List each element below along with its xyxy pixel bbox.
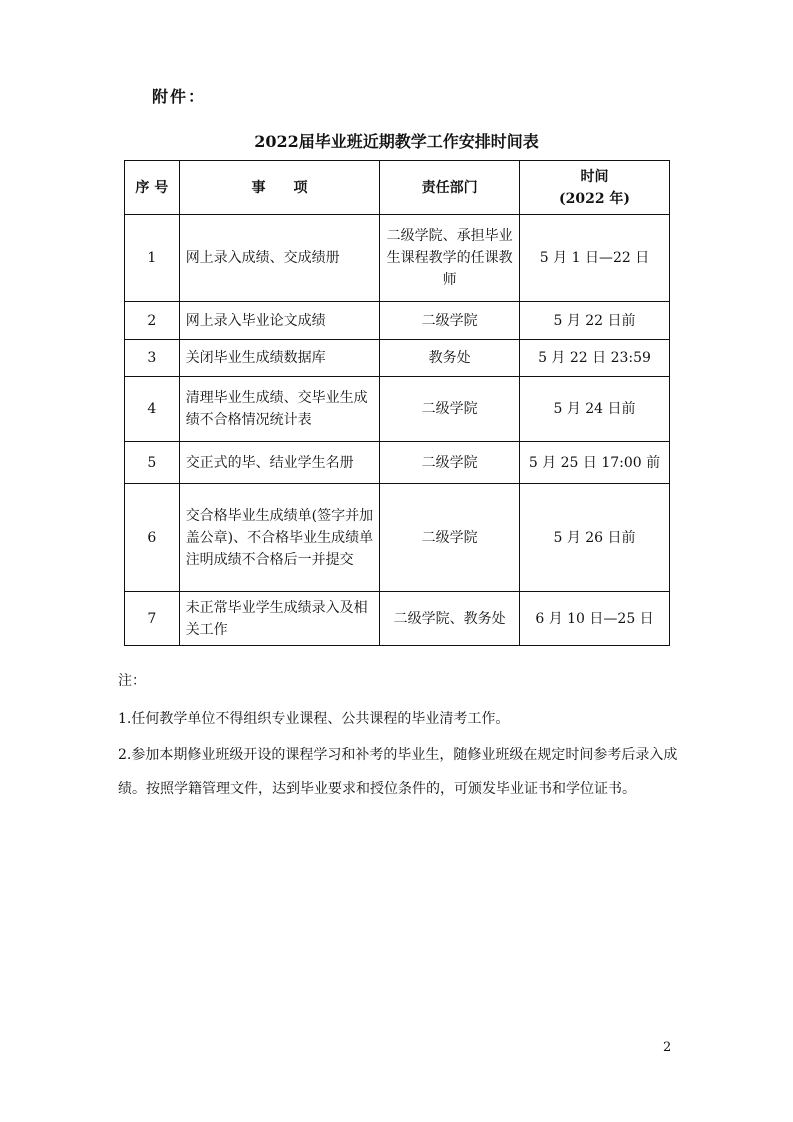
row-dept: 二级学院、承担毕业生课程教学的任课教师 <box>380 215 520 302</box>
page-number: 2 <box>663 1040 672 1055</box>
header-time-line2: (2022 年) <box>558 190 631 207</box>
table-row <box>125 340 670 377</box>
notes-section <box>118 664 678 806</box>
note-item: 1.任何教学单位不得组织专业课程、公共课程的毕业清考工作。 <box>118 711 510 727</box>
row-item: 清理毕业生成绩、交毕业生成绩不合格情况统计表 <box>179 377 380 442</box>
row-dept: 二级学院 <box>380 442 520 484</box>
row-time: 5 月 1 日—22 日 <box>520 215 670 302</box>
row-number: 1 <box>125 215 180 302</box>
header-num: 序 号 <box>125 161 180 215</box>
row-number: 6 <box>125 484 180 592</box>
table-header-row <box>125 161 670 215</box>
row-time: 5 月 26 日前 <box>520 484 670 592</box>
table-row <box>125 484 670 592</box>
row-dept: 二级学院 <box>380 377 520 442</box>
header-item: 事 项 <box>179 161 380 215</box>
row-time: 5 月 24 日前 <box>520 377 670 442</box>
header-time-line1: 时间 <box>580 168 609 185</box>
row-time: 5 月 22 日 23:59 <box>520 340 670 377</box>
row-item: 未正常毕业学生成绩录入及相关工作 <box>179 592 380 646</box>
attachment-label: 附件： <box>152 87 207 106</box>
row-number: 4 <box>125 377 180 442</box>
schedule-table <box>124 160 670 646</box>
row-dept: 二级学院、教务处 <box>380 592 520 646</box>
header-dept: 责任部门 <box>380 161 520 215</box>
table-row <box>125 377 670 442</box>
row-time: 5 月 25 日 17:00 前 <box>520 442 670 484</box>
row-item: 网上录入成绩、交成绩册 <box>179 215 380 302</box>
header-time <box>520 161 670 215</box>
row-number: 2 <box>125 302 180 340</box>
row-item: 交合格毕业生成绩单(签字并加盖公章)、不合格毕业生成绩单注明成绩不合格后一并提交 <box>179 484 380 592</box>
table-row <box>125 592 670 646</box>
note-item: 2.参加本期修业班级开设的课程学习和补考的毕业生，随修业班级在规定时间参考后录入成绩。按照学籍管理文件，达到毕业要求和授位条件的，可颁发毕业证书和学位证书。 <box>118 747 678 797</box>
row-time: 5 月 22 日前 <box>520 302 670 340</box>
table-row <box>125 442 670 484</box>
row-dept: 教务处 <box>380 340 520 377</box>
row-item: 关闭毕业生成绩数据库 <box>179 340 380 377</box>
table-row <box>125 302 670 340</box>
row-number: 3 <box>125 340 180 377</box>
row-number: 7 <box>125 592 180 646</box>
row-dept: 二级学院 <box>380 302 520 340</box>
row-item: 网上录入毕业论文成绩 <box>179 302 380 340</box>
table-row <box>125 215 670 302</box>
document-title: 2022届毕业班近期教学工作安排时间表 <box>254 132 539 151</box>
row-time: 6 月 10 日—25 日 <box>520 592 670 646</box>
row-item: 交正式的毕、结业学生名册 <box>179 442 380 484</box>
row-dept: 二级学院 <box>380 484 520 592</box>
notes-label: 注： <box>118 673 146 689</box>
row-number: 5 <box>125 442 180 484</box>
